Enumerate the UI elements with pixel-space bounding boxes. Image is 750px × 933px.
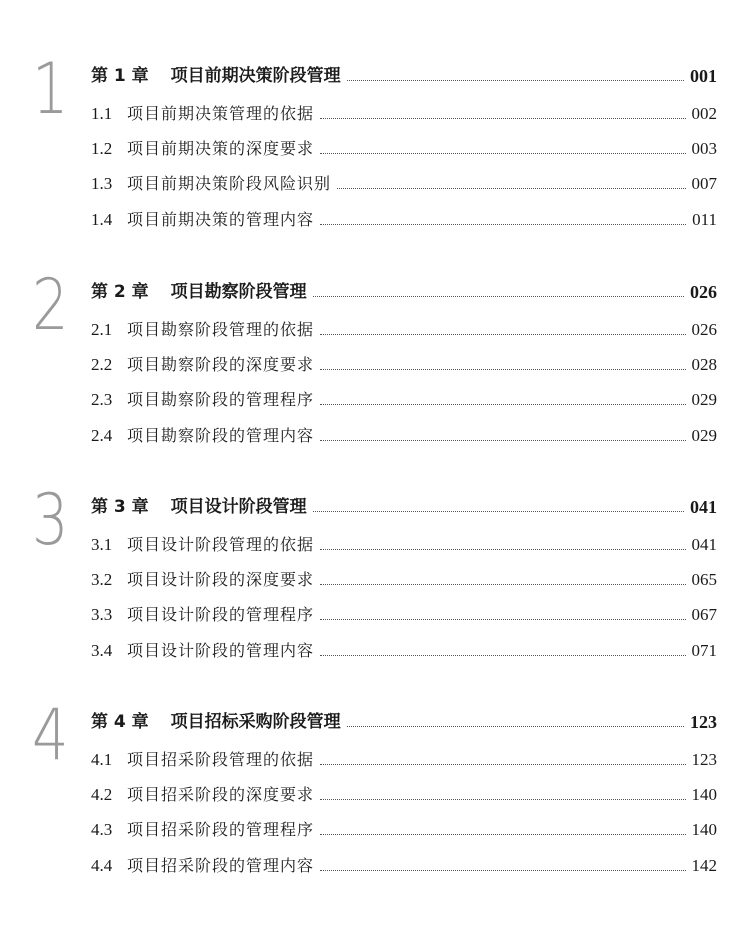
- dot-leader: [320, 799, 685, 800]
- section-page-number: 140: [691, 820, 717, 839]
- section-number: 2.1: [91, 320, 113, 339]
- section-number: 2.3: [91, 390, 113, 409]
- section-row[interactable]: [91, 848, 717, 876]
- section-heading: [91, 785, 320, 805]
- chapter-block-3: [0, 479, 750, 699]
- dot-leader: [320, 440, 685, 441]
- dot-leader: [320, 153, 685, 154]
- chapter-title: 项目前期决策阶段管理: [170, 66, 341, 86]
- section-page-number: 003: [691, 139, 717, 158]
- section-title: 项目勘察阶段管理的依据: [127, 320, 315, 339]
- section-page-number: 067: [691, 605, 717, 624]
- section-number: 4.2: [91, 785, 113, 804]
- dot-leader: [320, 655, 685, 656]
- section-heading: [91, 750, 320, 770]
- chapter-page-number: 001: [690, 66, 717, 86]
- section-heading: [91, 856, 320, 876]
- section-row[interactable]: [91, 777, 717, 805]
- section-heading: [91, 320, 320, 340]
- section-page-number: 071: [691, 641, 717, 660]
- section-number: 4.1: [91, 750, 113, 769]
- chapter-heading: [91, 497, 313, 517]
- section-row[interactable]: [91, 633, 717, 661]
- dot-leader: [313, 296, 684, 297]
- chapter-big-number: 4: [32, 694, 67, 776]
- section-page-number: 026: [691, 320, 717, 339]
- section-page-number: 011: [692, 210, 717, 229]
- section-heading: [91, 820, 320, 840]
- chapter-label: 第 4 章: [91, 712, 149, 732]
- section-page-number: 041: [691, 535, 717, 554]
- section-title: 项目设计阶段的管理内容: [127, 641, 315, 660]
- section-number: 4.4: [91, 856, 113, 875]
- section-title: 项目前期决策管理的依据: [127, 104, 315, 123]
- section-page-number: 065: [691, 570, 717, 589]
- section-title: 项目设计阶段的管理程序: [127, 605, 315, 624]
- section-heading: [91, 426, 320, 446]
- chapter-label: 第 3 章: [91, 497, 149, 517]
- section-page-number: 029: [691, 390, 717, 409]
- section-title: 项目勘察阶段的管理内容: [127, 426, 315, 445]
- chapter-heading-row[interactable]: [91, 489, 717, 517]
- dot-leader: [347, 726, 684, 727]
- section-row[interactable]: [91, 742, 717, 770]
- dot-leader: [320, 549, 685, 550]
- section-page-number: 142: [691, 856, 717, 875]
- section-page-number: 002: [691, 104, 717, 123]
- section-title: 项目设计阶段的深度要求: [127, 570, 315, 589]
- section-heading: [91, 390, 320, 410]
- chapter-heading-row[interactable]: [91, 274, 717, 302]
- section-row[interactable]: [91, 382, 717, 410]
- section-heading: [91, 139, 320, 159]
- section-heading: [91, 605, 320, 625]
- section-number: 3.1: [91, 535, 113, 554]
- section-page-number: 028: [691, 355, 717, 374]
- dot-leader: [347, 80, 684, 81]
- dot-leader: [337, 188, 685, 189]
- section-title: 项目勘察阶段的管理程序: [127, 390, 315, 409]
- section-page-number: 140: [691, 785, 717, 804]
- section-heading: [91, 570, 320, 590]
- section-row[interactable]: [91, 562, 717, 590]
- section-row[interactable]: [91, 347, 717, 375]
- section-number: 1.4: [91, 210, 113, 229]
- section-row[interactable]: [91, 527, 717, 555]
- section-number: 4.3: [91, 820, 113, 839]
- chapter-heading: [91, 712, 347, 732]
- section-number: 1.1: [91, 104, 113, 123]
- section-page-number: 029: [691, 426, 717, 445]
- section-number: 2.4: [91, 426, 113, 445]
- section-title: 项目前期决策阶段风险识别: [127, 174, 332, 193]
- section-title: 项目招采阶段的深度要求: [127, 785, 315, 804]
- section-number: 3.4: [91, 641, 113, 660]
- chapter-page-number: 123: [690, 712, 717, 732]
- section-row[interactable]: [91, 131, 717, 159]
- dot-leader: [313, 511, 684, 512]
- chapter-heading-row[interactable]: [91, 58, 717, 86]
- section-heading: [91, 210, 320, 230]
- chapter-page-number: 026: [690, 282, 717, 302]
- section-row[interactable]: [91, 312, 717, 340]
- dot-leader: [320, 334, 685, 335]
- section-heading: [91, 641, 320, 661]
- section-title: 项目招采阶段管理的依据: [127, 750, 315, 769]
- dot-leader: [320, 834, 685, 835]
- dot-leader: [320, 870, 685, 871]
- section-page-number: 007: [691, 174, 717, 193]
- chapter-big-number: 3: [32, 479, 67, 561]
- section-title: 项目前期决策的管理内容: [127, 210, 315, 229]
- section-number: 1.3: [91, 174, 113, 193]
- section-row[interactable]: [91, 812, 717, 840]
- section-title: 项目招采阶段的管理程序: [127, 820, 315, 839]
- chapter-title: 项目招标采购阶段管理: [170, 712, 341, 732]
- dot-leader: [320, 118, 685, 119]
- section-row[interactable]: [91, 202, 717, 230]
- section-heading: [91, 104, 320, 124]
- chapter-block-1: [0, 48, 750, 268]
- chapter-big-number: 2: [32, 264, 67, 346]
- chapter-heading: [91, 66, 347, 86]
- section-number: 3.2: [91, 570, 113, 589]
- section-title: 项目设计阶段管理的依据: [127, 535, 315, 554]
- section-row[interactable]: [91, 166, 717, 194]
- chapter-title: 项目勘察阶段管理: [170, 282, 307, 302]
- section-heading: [91, 174, 337, 194]
- chapter-heading: [91, 282, 313, 302]
- section-title: 项目勘察阶段的深度要求: [127, 355, 315, 374]
- chapter-big-number: 1: [32, 48, 67, 130]
- chapter-heading-row[interactable]: [91, 704, 717, 732]
- chapter-label: 第 1 章: [91, 66, 149, 86]
- section-title: 项目前期决策的深度要求: [127, 139, 315, 158]
- section-row[interactable]: [91, 597, 717, 625]
- dot-leader: [320, 224, 686, 225]
- chapter-block-2: [0, 264, 750, 484]
- dot-leader: [320, 369, 685, 370]
- section-page-number: 123: [691, 750, 717, 769]
- section-number: 1.2: [91, 139, 113, 158]
- dot-leader: [320, 404, 685, 405]
- dot-leader: [320, 764, 685, 765]
- section-number: 3.3: [91, 605, 113, 624]
- dot-leader: [320, 584, 685, 585]
- chapter-label: 第 2 章: [91, 282, 149, 302]
- section-row[interactable]: [91, 96, 717, 124]
- dot-leader: [320, 619, 685, 620]
- section-heading: [91, 355, 320, 375]
- chapter-title: 项目设计阶段管理: [170, 497, 307, 517]
- chapter-page-number: 041: [690, 497, 717, 517]
- chapter-block-4: [0, 694, 750, 914]
- section-title: 项目招采阶段的管理内容: [127, 856, 315, 875]
- section-number: 2.2: [91, 355, 113, 374]
- section-row[interactable]: [91, 418, 717, 446]
- section-heading: [91, 535, 320, 555]
